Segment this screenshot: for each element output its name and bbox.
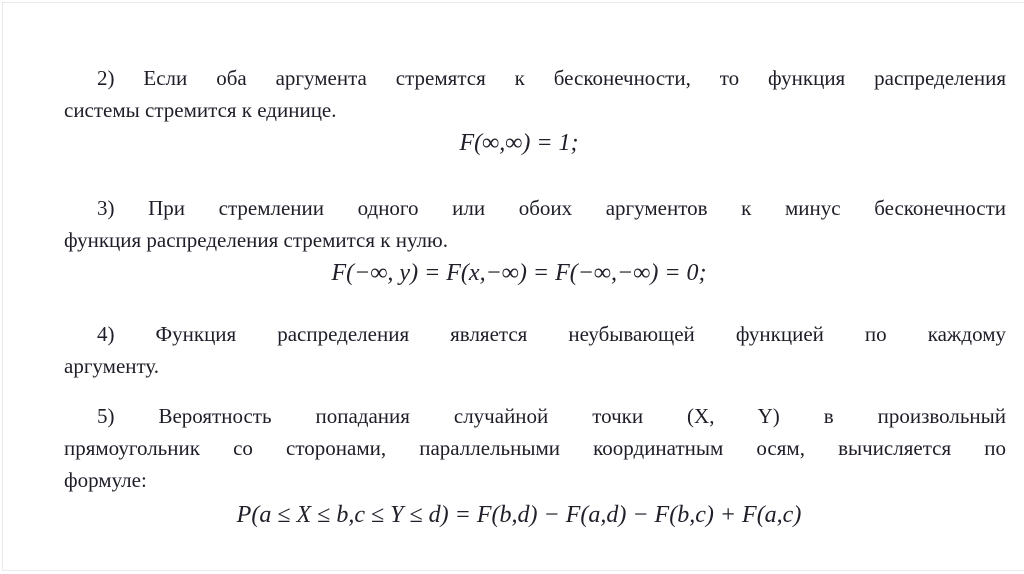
formula-limit-minus-infinity: F(−∞, y) = F(x,−∞) = F(−∞,−∞) = 0; <box>331 260 707 286</box>
paragraph-line: 3) При стремлении одного или обоих аргументов к минус бесконечности <box>97 196 1006 220</box>
paragraph-line: прямоугольник со сторонами, параллельными координатным осям, вычисляется по <box>64 436 1006 460</box>
paragraph-4 <box>64 318 1006 382</box>
paragraph-line: функция распределения стремится к нулю. <box>64 228 448 252</box>
paragraph-line: 4) Функция распределения является неубывающей функцией по каждому <box>97 322 1006 346</box>
paragraph-5 <box>64 400 1006 496</box>
paragraph-2 <box>64 62 1006 126</box>
paragraph-line: 2) Если оба аргумента стремятся к бесконечности, то функция распределения <box>97 66 1006 90</box>
paragraph-3 <box>64 192 1006 256</box>
paragraph-line: формуле: <box>64 468 147 492</box>
paragraph-line: аргументу. <box>64 354 160 378</box>
formula-limit-infinity: F(∞,∞) = 1; <box>459 130 579 156</box>
paragraph-line: системы стремится к единице. <box>64 98 337 122</box>
slide-content <box>64 62 1006 532</box>
paragraph-line: 5) Вероятность попадания случайной точки (X, Y) в произвольный <box>97 404 1006 428</box>
formula-rectangle-probability: P(a ≤ X ≤ b,c ≤ Y ≤ d) = F(b,d) − F(a,d) − F(b,c) + F(a,c) <box>236 502 802 528</box>
